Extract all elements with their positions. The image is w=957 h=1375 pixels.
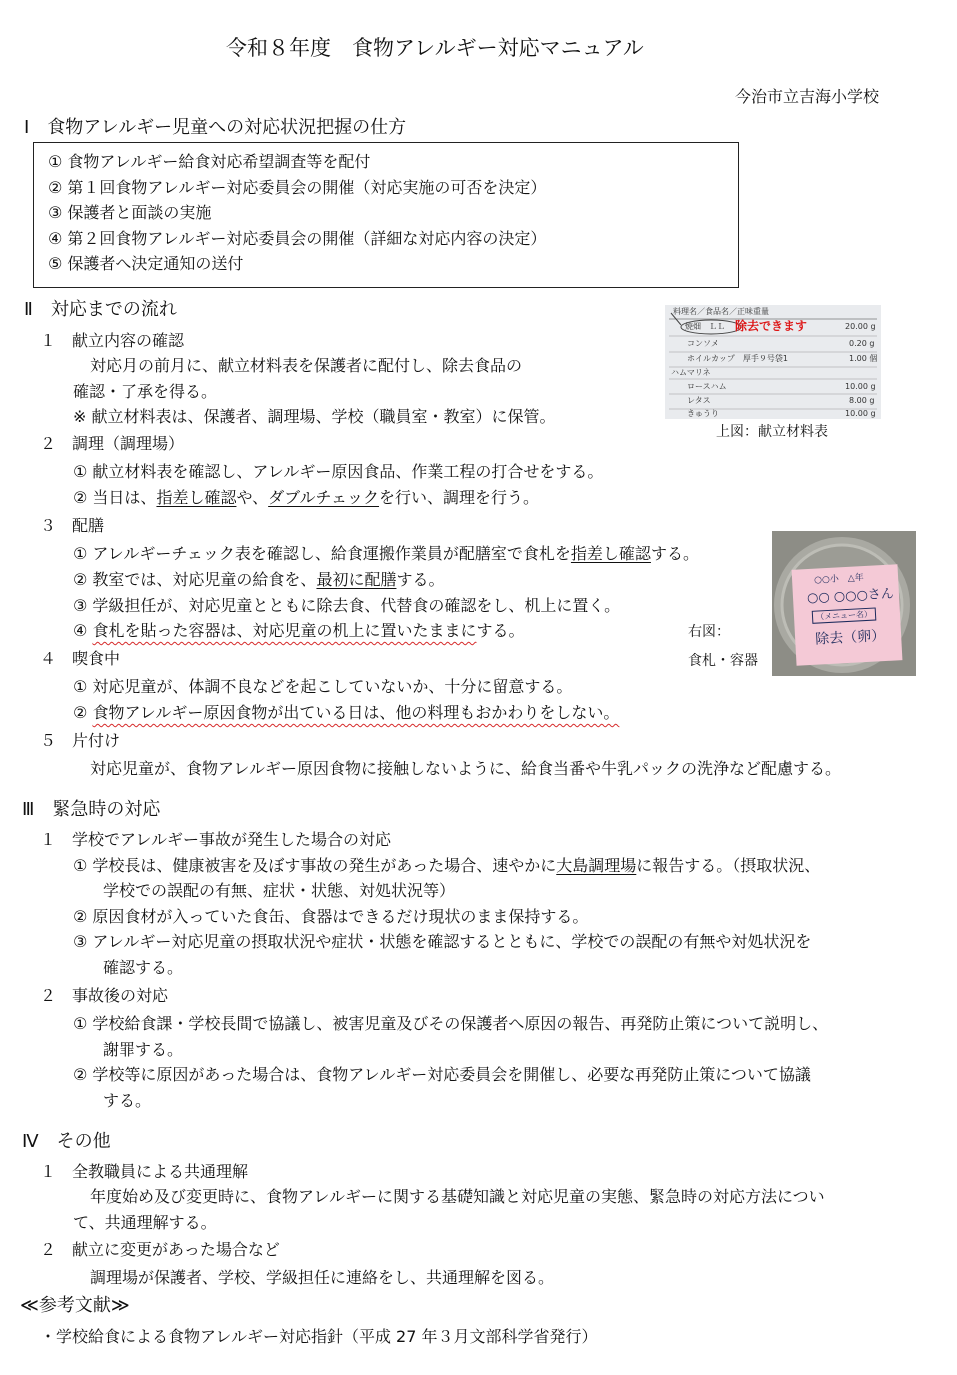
section-3-heading: Ⅲ 緊急時の対応 [22,799,161,820]
s2-sub3-item3: ③ 学級担任が、対応児童とともに除去食、代替食の確認をし、机上に置く。 [73,596,621,615]
photo1-caption: 上図：献立材料表 [716,424,828,440]
s3-sub1-item1-cont: 学校での誤配の有無、症状・状態、対処状況等） [103,881,456,900]
meal-tag-container-photo [772,531,916,676]
document-title: 令和８年度 食物アレルギー対応マニュアル [226,36,644,60]
photo1-row-name: ホイルカップ 厚手９号袋1 [687,354,789,363]
s2-sub4-item1: ① 対応児童が、体調不良などを起こしていないか、十分に留意する。 [73,677,573,696]
photo2-caption-2: 食札・容器 [688,653,758,669]
emphasis-double-check: ダブルチェック [268,488,380,507]
s4-sub2-heading: ２ 献立に変更があった場合など [40,1240,280,1259]
photo1-row-qty: 10.00 g [845,382,876,391]
s4-sub1-heading: １ 全教職員による共通理解 [40,1162,249,1181]
meal-tag-line-1: ○○小 △年 [813,573,864,586]
photo1-row-name: ハムマリネ [671,368,711,377]
s2-sub4-heading: ４ 喫食中 [40,649,121,668]
s2-sub1-line3: ※ 献立材料表は、保護者、調理場、学校（職員室・教室）に保管。 [73,407,556,426]
section-1-heading: Ⅰ 食物アレルギー児童への対応状況把握の仕方 [24,117,407,138]
emphasis-serve-first: 最初に配膳 [316,570,397,589]
references-heading: ≪参考文献≫ [20,1295,130,1316]
photo1-row-name: きゅうり [687,409,719,418]
emphasis-no-seconds: 食物アレルギー原因食物が出ている日は、他の料理もおかわりをしない。 [92,703,620,722]
reference-item: ・学校給食による食物アレルギー対応指針（平成 27 年３月文部科学省発行） [40,1327,598,1346]
section-4-heading: Ⅳ その他 [22,1131,111,1152]
photo1-header: 料理名／食品名／正味重量 [673,307,769,316]
s2-sub5-heading: ５ 片付け [40,731,121,750]
s3-sub1-item3-cont: 確認する。 [103,958,184,977]
photo1-row-qty: 0.20 g [849,339,875,348]
s3-sub1-item1: ① 学校長は、健康被害を及ぼす事故の発生があった場合、速やかに大島調理場に報告する。（摂取状況、 [73,856,821,875]
section-2-heading: Ⅱ 対応までの流れ [24,299,177,320]
s4-sub1-line1: 年度始め及び変更時に、食物アレルギーに関する基礎知識と対応児童の実態、緊急時の対応方法につい [90,1187,825,1206]
s2-sub3-heading: ３ 配膳 [40,516,105,535]
s2-sub4-item2: ② 食物アレルギー原因食物が出ている日は、他の料理もおかわりをしない。 [73,703,620,722]
photo1-row-qty: 10.00 g [845,409,876,418]
s4-sub2-text: 調理場が保護者、学校、学級担任に連絡をし、共通理解を図る。 [90,1268,555,1287]
s2-sub1-line2: 確認・了承を得る。 [73,382,218,401]
meal-tag-card [792,564,903,665]
photo1-removal-stamp: 除去できます [735,319,808,333]
meal-tag-line-3: （メニュー名） [812,607,877,623]
s2-sub1-line1: 対応月の前月に、献立材料表を保護者に配付し、除去食品の [90,356,523,375]
s1-item-3: ③ 保護者と面談の実施 [48,203,212,222]
photo1-row-qty: 1.00 個 [849,354,878,363]
s2-sub2-item2: ② 当日は、指差し確認や、ダブルチェックを行い、調理を行う。 [73,488,540,507]
meal-tag-line-2: ○○ ○○○さん [806,586,895,607]
photo1-dish-qty: 20.00 g [845,322,876,331]
emphasis-oshima-kitchen: 大島調理場 [556,856,637,875]
s1-item-1: ① 食物アレルギー給食対応希望調査等を配付 [48,152,371,171]
emphasis-keep-on-desk: 食札を貼った容器は、対応児童の机上に置いたままに [92,621,477,640]
s3-sub1-heading: １ 学校でアレルギー事故が発生した場合の対応 [40,830,391,849]
menu-ingredient-table-photo [665,305,881,419]
photo1-row-name: レタス [687,396,711,405]
s2-sub5-text: 対応児童が、食物アレルギー原因食物に接触しないように、給食当番や牛乳パックの洗浄など配慮する。 [90,759,841,778]
s3-sub2-item1-cont: 謝罪する。 [103,1040,184,1059]
s3-sub2-item2: ② 学校等に原因があった場合は、食物アレルギー対応委員会を開催し、必要な再発防止策について協議 [73,1065,811,1084]
meal-tag-line-4: 除去（卵） [814,628,886,648]
s3-sub2-item1: ① 学校給食課・学校長間で協議し、被害児童及びその保護者へ原因の報告、再発防止策について説明し、 [73,1014,829,1033]
school-name: 今治市立吉海小学校 [735,87,880,106]
s1-item-4: ④ 第２回食物アレルギー対応委員会の開催（詳細な対応内容の決定） [48,229,547,248]
photo1-row-name: コンソメ [687,339,719,348]
s2-sub2-heading: ２ 調理（調理場） [40,434,185,453]
s1-item-5: ⑤ 保護者へ決定通知の送付 [48,254,244,273]
s2-sub3-item2: ② 教室では、対応児童の給食を、最初に配膳する。 [73,570,445,589]
photo1-dish: 焼畑 ＬＬ [685,322,725,331]
emphasis-finger-check: 指差し確認 [156,488,237,507]
emphasis-finger-check: 指差し確認 [570,544,651,563]
photo1-row-qty: 8.00 g [849,396,875,405]
s3-sub2-item2-cont: する。 [103,1091,152,1110]
s2-sub2-item1: ① 献立材料表を確認し、アレルギー原因食品、作業工程の打合せをする。 [73,462,604,481]
s4-sub1-line2: て、共通理解する。 [73,1213,217,1232]
photo1-row-name: ロースハム [687,382,727,391]
s3-sub1-item3: ③ アレルギー対応児童の摂取状況や症状・状態を確認するとともに、学校での誤配の有無や対処状況を [73,932,812,951]
s3-sub1-item2: ② 原因食材が入っていた食缶、食器はできるだけ現状のまま保持する。 [73,907,589,926]
s1-item-2: ② 第１回食物アレルギー対応委員会の開催（対応実施の可否を決定） [48,178,547,197]
photo2-caption-1: 右図： [688,624,730,640]
s2-sub1-heading: １ 献立内容の確認 [40,331,185,350]
s2-sub3-item4: ④ 食札を貼った容器は、対応児童の机上に置いたままにする。 [73,621,525,640]
s2-sub3-item1: ① アレルギーチェック表を確認し、給食運搬作業員が配膳室で食札を指差し確認する。 [73,544,699,563]
s3-sub2-heading: ２ 事故後の対応 [40,986,169,1005]
